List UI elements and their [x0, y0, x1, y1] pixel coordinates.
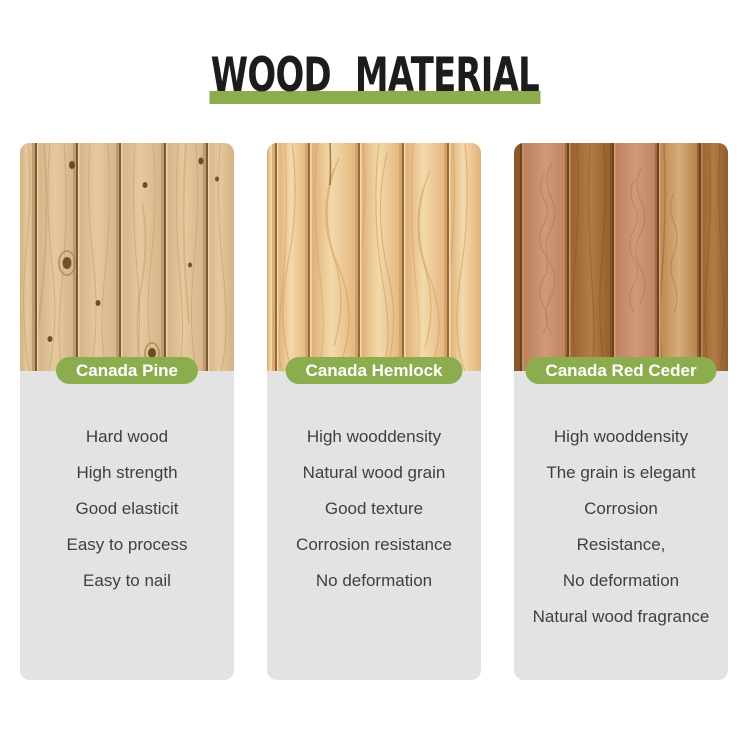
- material-cards: [20, 143, 728, 680]
- hemlock-wood-image: [267, 143, 481, 371]
- feature-item: Good texture: [324, 499, 424, 518]
- card-canada-red-ceder: [514, 143, 728, 680]
- feature-item: High wooddensity: [306, 427, 442, 446]
- feature-item: The grain is elegant: [546, 463, 696, 482]
- features-panel: [514, 371, 728, 680]
- title-block: [0, 48, 750, 108]
- card-canada-hemlock: [267, 143, 481, 680]
- card-label: Canada Red Ceder: [545, 361, 697, 380]
- feature-item: No deformation: [562, 571, 680, 590]
- feature-item: Good elasticit: [75, 499, 179, 518]
- card-label-badge: [525, 357, 716, 384]
- feature-item: High strength: [76, 463, 178, 482]
- feature-item: High wooddensity: [553, 427, 689, 446]
- feature-item: Resistance,: [576, 535, 666, 554]
- feature-item: Hard wood: [85, 427, 169, 446]
- card-label-badge: [286, 357, 463, 384]
- pine-wood-image: [20, 143, 234, 371]
- feature-item: Natural wood grain: [302, 463, 446, 482]
- red-cedar-wood-image: [514, 143, 728, 371]
- features-panel: [20, 371, 234, 680]
- feature-item: Easy to process: [66, 535, 188, 554]
- feature-item: No deformation: [315, 571, 433, 590]
- features-panel: [267, 371, 481, 680]
- card-canada-pine: [20, 143, 234, 680]
- card-label: Canada Pine: [75, 361, 179, 380]
- feature-item: Natural wood fragrance: [532, 607, 710, 626]
- page-header: [0, 48, 750, 108]
- feature-item: Easy to nail: [83, 571, 171, 590]
- feature-item: Corrosion: [584, 499, 658, 518]
- page-title: WOOD MATERIAL: [210, 48, 540, 103]
- feature-item: Corrosion resistance: [296, 535, 452, 554]
- card-label-badge: [56, 357, 198, 384]
- card-label: Canada Hemlock: [305, 361, 443, 380]
